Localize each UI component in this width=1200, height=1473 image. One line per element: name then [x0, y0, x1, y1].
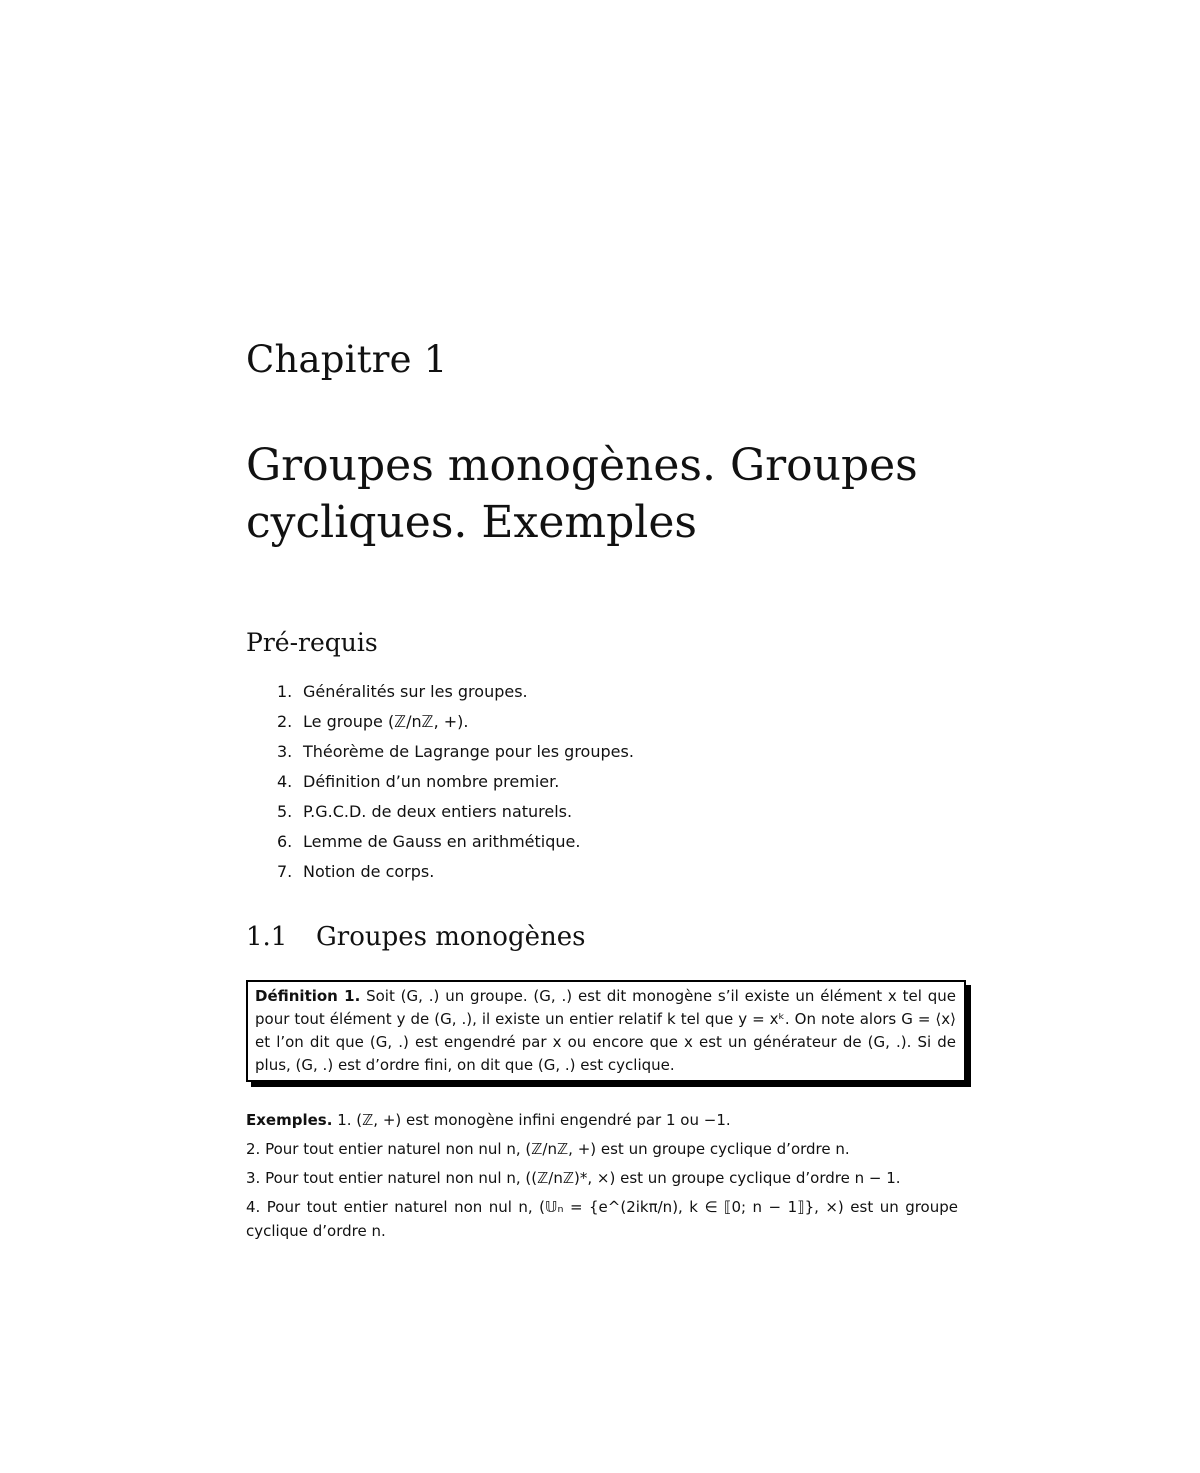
examples-block — [246, 1108, 958, 1248]
chapter-label: Chapitre 1 — [246, 338, 448, 381]
definition-text: Soit (G, .) un groupe. (G, .) est dit monogène s’il existe un élément x tel que pour tout élément y de (G, .), il existe un entier relatif k tel que y = xᵏ. On note alors G = ⟨x⟩ et l’on dit que (G, .) est engendré par x ou encore que x est un générateur de (G, .). Si de plus, (G, .) est d’ordre fini, on dit que (G, .) est cyclique. — [255, 987, 956, 1074]
section-title: Groupes monogènes — [316, 922, 586, 952]
prerequisites-list — [277, 679, 634, 889]
list-item: 7. Notion de corps. — [277, 862, 435, 881]
list-item: 3. Théorème de Lagrange pour les groupes. — [277, 742, 634, 761]
example-item: 2. Pour tout entier naturel non nul n, (ℤ/nℤ, +) est un groupe cyclique d’ordre n. — [246, 1140, 850, 1158]
prerequisites-heading: Pré-requis — [246, 628, 378, 657]
section-number: 1.1 — [246, 922, 288, 952]
examples-label: Exemples. — [246, 1111, 333, 1129]
definition-box — [246, 980, 966, 1082]
list-item: 4. Définition d’un nombre premier. — [277, 772, 560, 791]
list-item: 6. Lemme de Gauss en arithmétique. — [277, 832, 581, 851]
example-item: Exemples. 1. (ℤ, +) est monogène infini engendré par 1 ou −1. — [246, 1111, 731, 1129]
chapter-title: Groupes monogènes. Groupes cycliques. Exemples — [246, 440, 918, 548]
list-item: 1. Généralités sur les groupes. — [277, 682, 528, 701]
list-item: 2. Le groupe (ℤ/nℤ, +). — [277, 712, 469, 731]
example-item: 4. Pour tout entier naturel non nul n, (𝕌ₙ = {e^(2ikπ/n), k ∈ ⟦0; n − 1⟧}, ×) est un groupe cyclique d’ordre n. — [246, 1198, 958, 1240]
list-item: 5. P.G.C.D. de deux entiers naturels. — [277, 802, 573, 821]
section-heading — [246, 922, 585, 952]
definition-label: Définition 1. — [255, 987, 361, 1005]
example-item: 3. Pour tout entier naturel non nul n, ((ℤ/nℤ)*, ×) est un groupe cyclique d’ordre n − 1. — [246, 1169, 901, 1187]
